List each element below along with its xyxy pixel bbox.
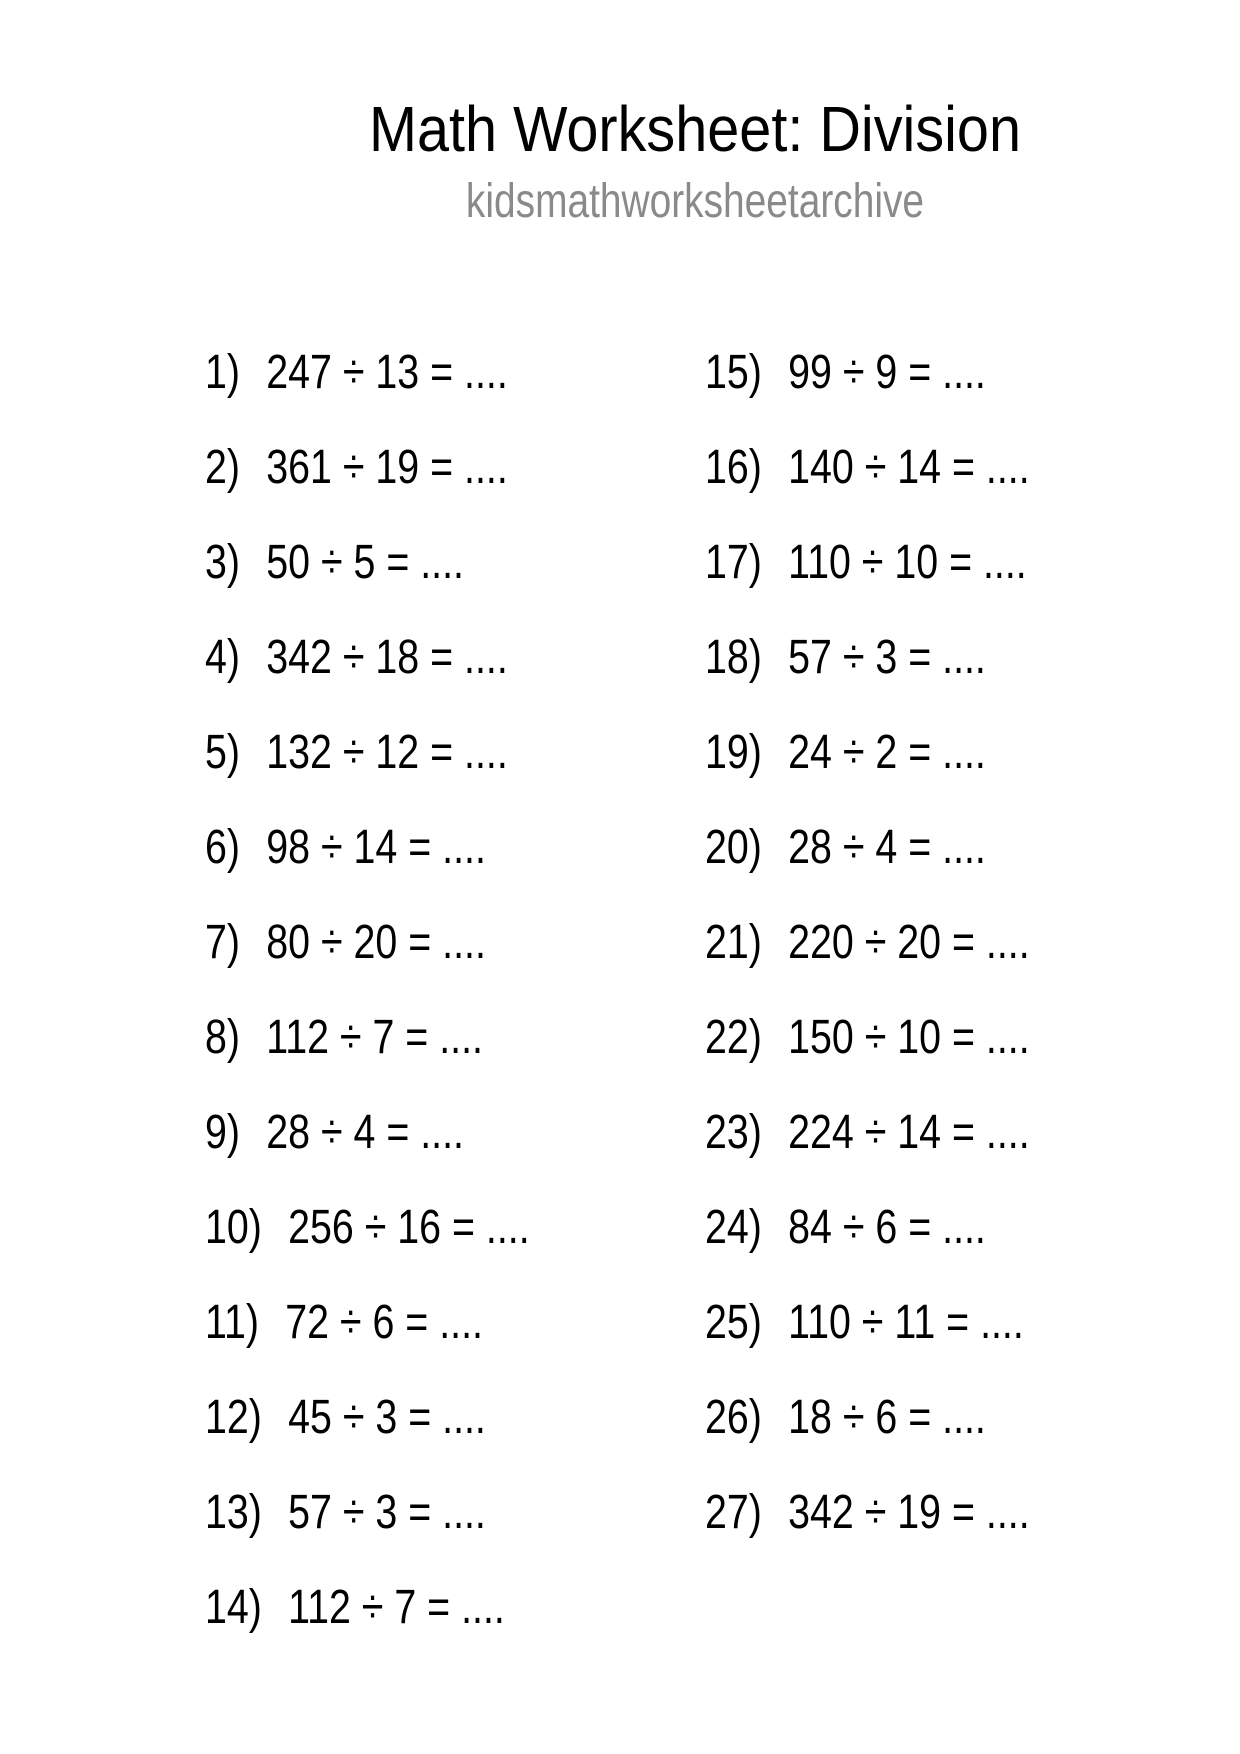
problem-number: 10) <box>205 1201 262 1254</box>
problem-expression: 110 ÷ 11 = .... <box>788 1296 1024 1349</box>
problem-expression: 57 ÷ 3 = .... <box>788 631 986 684</box>
problem-expression: 57 ÷ 3 = .... <box>288 1486 486 1539</box>
problem-row-18 <box>705 610 1030 705</box>
worksheet-header <box>0 92 1240 229</box>
problem-number: 26) <box>705 1391 762 1444</box>
problem-row-5 <box>205 705 615 800</box>
problem-expression: 72 ÷ 6 = .... <box>285 1296 483 1349</box>
problem-expression: 112 ÷ 7 = .... <box>266 1011 483 1064</box>
problem-expression: 50 ÷ 5 = .... <box>266 536 464 589</box>
problems-column-left <box>205 325 705 1655</box>
page-subtitle: kidsmathworksheetarchive <box>465 175 925 228</box>
problem-number: 4) <box>205 631 241 684</box>
problem-number: 20) <box>705 821 762 874</box>
problem-number: 19) <box>705 726 762 779</box>
problem-row-12 <box>205 1370 615 1465</box>
problem-expression: 24 ÷ 2 = .... <box>788 726 986 779</box>
problem-number: 7) <box>205 916 241 969</box>
problem-number: 12) <box>205 1391 262 1444</box>
problem-expression: 342 ÷ 19 = .... <box>788 1486 1030 1539</box>
problem-number: 25) <box>705 1296 762 1349</box>
problem-number: 22) <box>705 1011 762 1064</box>
problem-expression: 247 ÷ 13 = .... <box>266 346 508 399</box>
problem-number: 14) <box>205 1581 262 1634</box>
problem-row-20 <box>705 800 1030 895</box>
problem-row-3 <box>205 515 615 610</box>
problem-number: 13) <box>205 1486 262 1539</box>
problem-row-9 <box>205 1085 615 1180</box>
problem-expression: 256 ÷ 16 = .... <box>288 1201 530 1254</box>
problem-number: 24) <box>705 1201 762 1254</box>
problem-number: 17) <box>705 536 762 589</box>
problem-row-6 <box>205 800 615 895</box>
problem-row-26 <box>705 1370 1030 1465</box>
problems-column-right <box>705 325 1101 1655</box>
problem-number: 5) <box>205 726 241 779</box>
problem-number: 23) <box>705 1106 762 1159</box>
problem-expression: 140 ÷ 14 = .... <box>788 441 1030 494</box>
problem-number: 18) <box>705 631 762 684</box>
problem-expression: 28 ÷ 4 = .... <box>266 1106 464 1159</box>
problem-number: 27) <box>705 1486 762 1539</box>
problem-expression: 220 ÷ 20 = .... <box>788 916 1030 969</box>
problem-row-8 <box>205 990 615 1085</box>
problem-expression: 18 ÷ 6 = .... <box>788 1391 986 1444</box>
problem-row-23 <box>705 1085 1030 1180</box>
problem-expression: 84 ÷ 6 = .... <box>788 1201 986 1254</box>
problem-expression: 98 ÷ 14 = .... <box>266 821 486 874</box>
problem-row-27 <box>705 1465 1030 1560</box>
problem-row-1 <box>205 325 615 420</box>
problem-row-16 <box>705 420 1030 515</box>
problem-expression: 45 ÷ 3 = .... <box>288 1391 486 1444</box>
page-title: Math Worksheet: Division <box>369 93 1021 165</box>
problem-number: 21) <box>705 916 762 969</box>
problem-row-19 <box>705 705 1030 800</box>
problem-expression: 224 ÷ 14 = .... <box>788 1106 1030 1159</box>
problem-expression: 80 ÷ 20 = .... <box>266 916 486 969</box>
problem-number: 3) <box>205 536 241 589</box>
problem-row-25 <box>705 1275 1030 1370</box>
problem-expression: 110 ÷ 10 = .... <box>788 536 1027 589</box>
problem-expression: 132 ÷ 12 = .... <box>266 726 508 779</box>
problem-row-10 <box>205 1180 615 1275</box>
problem-expression: 342 ÷ 18 = .... <box>266 631 508 684</box>
problem-row-15 <box>705 325 1030 420</box>
problems-grid <box>205 325 1101 1655</box>
problem-row-7 <box>205 895 615 990</box>
problem-row-17 <box>705 515 1030 610</box>
problem-number: 6) <box>205 821 241 874</box>
problem-expression: 99 ÷ 9 = .... <box>788 346 986 399</box>
problem-row-21 <box>705 895 1030 990</box>
problem-row-22 <box>705 990 1030 1085</box>
problem-number: 9) <box>205 1106 241 1159</box>
problem-row-24 <box>705 1180 1030 1275</box>
problem-number: 11) <box>205 1296 259 1349</box>
problem-row-13 <box>205 1465 615 1560</box>
problem-expression: 361 ÷ 19 = .... <box>266 441 508 494</box>
problem-number: 15) <box>705 346 762 399</box>
problem-number: 1) <box>205 346 241 399</box>
problem-number: 8) <box>205 1011 241 1064</box>
problem-row-4 <box>205 610 615 705</box>
problem-row-2 <box>205 420 615 515</box>
problem-row-11 <box>205 1275 615 1370</box>
problem-expression: 150 ÷ 10 = .... <box>788 1011 1030 1064</box>
problem-number: 2) <box>205 441 241 494</box>
problem-row-14 <box>205 1560 615 1655</box>
problem-expression: 28 ÷ 4 = .... <box>788 821 986 874</box>
problem-expression: 112 ÷ 7 = .... <box>288 1581 505 1634</box>
problem-number: 16) <box>705 441 762 494</box>
